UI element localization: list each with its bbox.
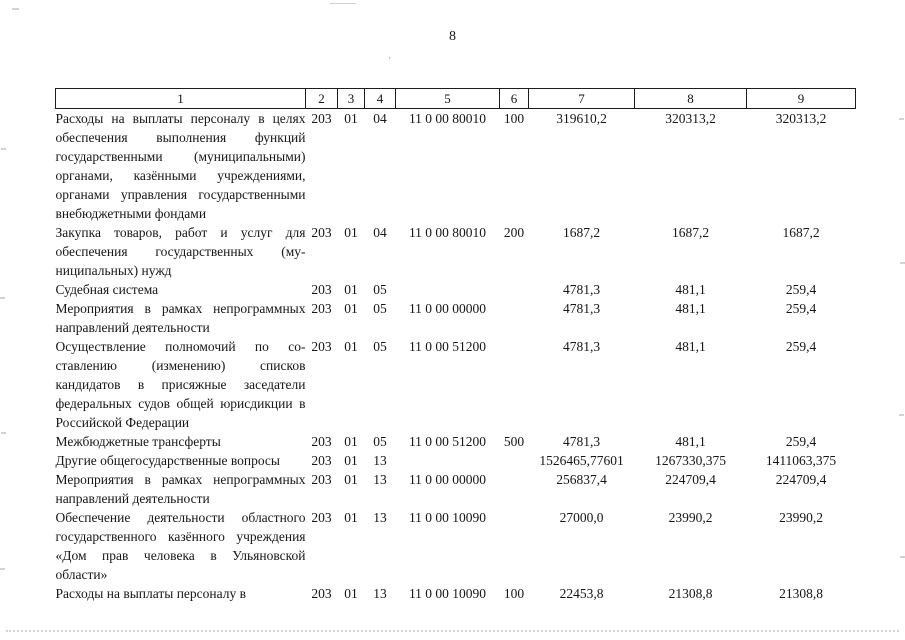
table-cell xyxy=(396,280,500,299)
table-cell xyxy=(500,470,529,508)
table-cell: 1526465,77601 xyxy=(539,453,624,468)
scan-artifact xyxy=(900,556,905,558)
table-row xyxy=(56,470,856,508)
scan-artifact xyxy=(0,568,5,570)
table-cell: 203 xyxy=(311,339,332,354)
table-cell: 11 0 00 00000 xyxy=(408,472,487,487)
table-cell: Расходы на выплаты персоналу в целях обеспечения выполнения функций государственными (муниципальными) органами, казёнными учреждениями, органами управления государственными внебюджетными фондами xyxy=(55,111,306,221)
table-cell: 1687,2 xyxy=(671,225,710,240)
table-cell: 22453,8 xyxy=(559,586,604,601)
table-cell: 01 xyxy=(344,339,358,354)
header-cell-1: 1 xyxy=(56,89,306,109)
table-cell xyxy=(500,508,529,584)
table-cell: 01 xyxy=(344,586,358,601)
table-cell: Мероприятия в рамках непрограммных направлений деятельности xyxy=(55,301,306,335)
table-cell: 4781,3 xyxy=(562,282,601,297)
table-cell: 11 0 00 10090 xyxy=(408,510,487,525)
table-cell: 1687,2 xyxy=(782,225,820,240)
table-cell: 01 xyxy=(344,453,358,468)
table-cell: 259,4 xyxy=(785,339,817,354)
table-cell: 11 0 00 00000 xyxy=(408,301,487,316)
table-cell xyxy=(500,280,529,299)
table-cell: 01 xyxy=(344,282,358,297)
table-cell: 11 0 00 80010 xyxy=(408,225,487,240)
header-cell-4: 4 xyxy=(365,89,396,109)
table-cell xyxy=(500,299,529,337)
table-cell: 27000,0 xyxy=(559,510,604,525)
table-cell xyxy=(500,337,529,432)
table-cell: 481,1 xyxy=(675,339,706,354)
table-cell: 11 0 00 51200 xyxy=(408,339,487,354)
table-cell: 259,4 xyxy=(785,434,817,449)
scan-artifact xyxy=(6,630,899,632)
table-row xyxy=(56,280,856,299)
table-cell: Другие общегосударственные вопросы xyxy=(55,453,280,468)
table-cell: 203 xyxy=(311,282,332,297)
table-cell: 04 xyxy=(373,225,387,240)
table-cell: 05 xyxy=(373,301,387,316)
table-cell: 4781,3 xyxy=(562,301,601,316)
scan-artifact xyxy=(0,297,5,299)
table-cell: 13 xyxy=(373,453,387,468)
table-cell: Расходы на выплаты персоналу в xyxy=(55,586,246,601)
budget-table xyxy=(55,88,856,603)
table-cell: 500 xyxy=(503,434,525,449)
table-cell: 13 xyxy=(373,472,387,487)
table-cell: 481,1 xyxy=(675,282,706,297)
table-cell xyxy=(396,451,500,470)
scan-artifact xyxy=(1,148,6,150)
table-cell: 256837,4 xyxy=(556,472,607,487)
header-row xyxy=(56,89,856,109)
table-cell: 11 0 00 51200 xyxy=(408,434,487,449)
header-cell-6: 6 xyxy=(500,89,529,109)
scan-artifact: ’ xyxy=(388,56,392,67)
table-cell xyxy=(500,451,529,470)
table-cell: 259,4 xyxy=(785,301,817,316)
table-cell: 4781,3 xyxy=(562,339,601,354)
table-cell: 11 0 00 80010 xyxy=(408,111,487,126)
table-cell: 203 xyxy=(311,111,332,126)
table-cell: Обеспечение деятельности областного государственного казённого учреждения «Дом прав человека в Ульяновской области» xyxy=(55,510,306,582)
table-cell: 200 xyxy=(503,225,525,240)
table-cell: 01 xyxy=(344,434,358,449)
table-cell: 11 0 00 10090 xyxy=(408,586,487,601)
table-cell: 05 xyxy=(373,339,387,354)
table-row xyxy=(56,337,856,432)
header-cell-9: 9 xyxy=(747,89,856,109)
table-cell: 203 xyxy=(311,510,332,525)
table-cell: 21308,8 xyxy=(668,586,713,601)
table-cell: 481,1 xyxy=(675,301,706,316)
table-cell: 4781,3 xyxy=(562,434,601,449)
table-row xyxy=(56,299,856,337)
scan-artifact xyxy=(12,8,19,10)
table-row xyxy=(56,584,856,603)
table-cell: 01 xyxy=(344,510,358,525)
table-cell: Мероприятия в рамках непрограммных направлений деятельности xyxy=(55,472,306,506)
table-cell: 1267330,375 xyxy=(655,453,726,468)
scan-artifact xyxy=(1,432,6,434)
table-row xyxy=(56,432,856,451)
table-cell: 23990,2 xyxy=(779,510,823,525)
table-cell: 203 xyxy=(311,472,332,487)
table-cell: Межбюджетные трансферты xyxy=(55,434,221,449)
table-cell: 13 xyxy=(373,586,387,601)
table-cell: 320313,2 xyxy=(665,111,716,126)
table-cell: 203 xyxy=(311,225,332,240)
table-row xyxy=(56,508,856,584)
table-cell: 05 xyxy=(373,282,387,297)
table-cell: Закупка товаров, работ и услуг для обеспечения государственных (муниципальных) нужд xyxy=(55,225,306,278)
table-cell: 203 xyxy=(311,434,332,449)
table-cell: 01 xyxy=(344,225,358,240)
table-body xyxy=(56,109,856,604)
scan-artifact xyxy=(899,414,904,416)
table-row xyxy=(56,109,856,224)
header-cell-2: 2 xyxy=(306,89,338,109)
table-cell: 23990,2 xyxy=(668,510,713,525)
table-header xyxy=(56,89,856,109)
page-number: 8 xyxy=(449,29,456,44)
scan-artifact xyxy=(900,262,905,264)
table-cell: 203 xyxy=(311,301,332,316)
header-cell-7: 7 xyxy=(529,89,635,109)
table-cell: Осуществление полномочий по составлению (изменению) списков кандидатов в присяжные заседатели федеральных судов общей юрисдикции в Российской Федерации xyxy=(55,339,306,430)
table-cell: 203 xyxy=(311,453,332,468)
table-cell: 1687,2 xyxy=(562,225,601,240)
table-cell: 01 xyxy=(344,301,358,316)
table-cell: 100 xyxy=(503,586,525,601)
table-cell: 224709,4 xyxy=(775,472,827,487)
table-cell: 481,1 xyxy=(675,434,706,449)
table-cell: 05 xyxy=(373,434,387,449)
table-cell: 100 xyxy=(503,111,525,126)
table-cell: Судебная система xyxy=(55,282,159,297)
table-cell: 13 xyxy=(373,510,387,525)
table-cell: 1411063,375 xyxy=(765,453,837,468)
header-cell-5: 5 xyxy=(396,89,500,109)
table-cell: 04 xyxy=(373,111,387,126)
table-cell: 01 xyxy=(344,111,358,126)
table-cell: 259,4 xyxy=(785,282,817,297)
header-cell-3: 3 xyxy=(338,89,365,109)
table-cell: 320313,2 xyxy=(775,111,827,126)
header-cell-8: 8 xyxy=(635,89,747,109)
scan-artifact xyxy=(330,3,356,4)
table-cell: 203 xyxy=(311,586,332,601)
table-cell: 224709,4 xyxy=(665,472,716,487)
table-cell: 319610,2 xyxy=(556,111,607,126)
table-cell: 01 xyxy=(344,472,358,487)
table-row xyxy=(56,223,856,280)
scan-artifact xyxy=(899,118,904,120)
table-cell: 21308,8 xyxy=(779,586,823,601)
table-row xyxy=(56,451,856,470)
